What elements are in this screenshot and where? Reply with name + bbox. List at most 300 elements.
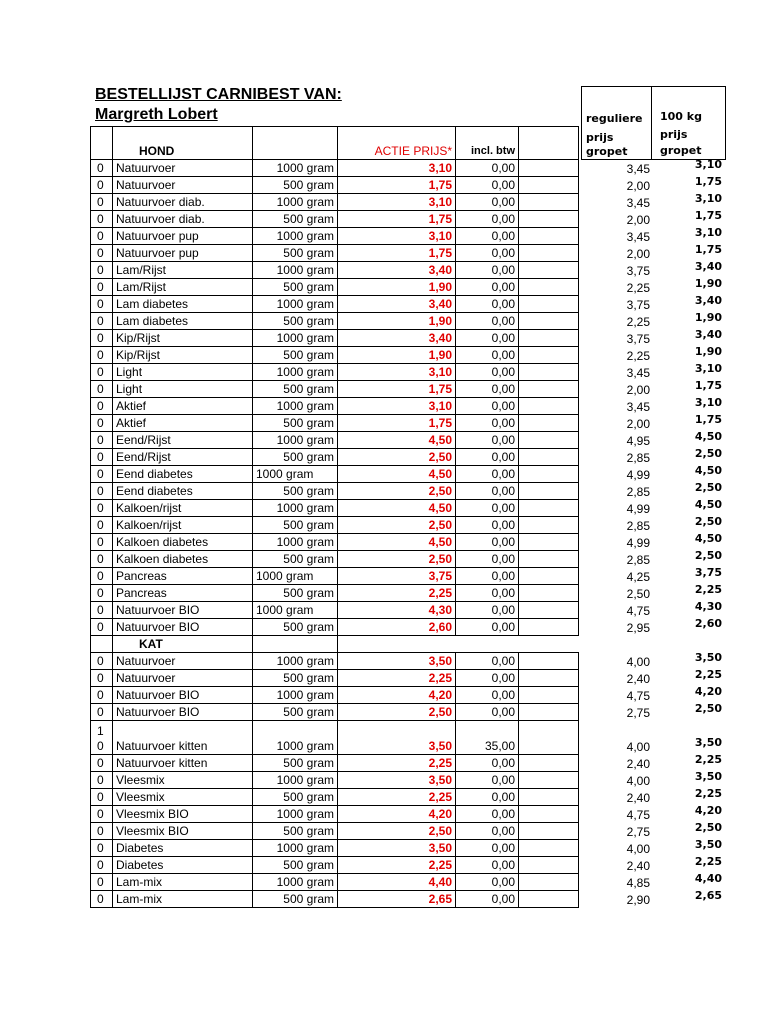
empty-cell [519,874,579,891]
actie-prijs: 2,25 [338,585,456,602]
actie-prijs: 2,25 [338,755,456,772]
qty-cell: 0 [91,296,113,313]
product-name: Natuurvoer pup [113,245,253,262]
table-row [91,721,579,755]
regular-price: 2,25 [626,314,650,329]
actie-prijs: 4,50 [338,534,456,551]
regular-price: 2,40 [626,790,650,805]
table-row [91,704,579,721]
actie-prijs: 4,30 [338,602,456,619]
incl-btw-value: 0,00 [456,347,519,364]
actie-prijs: 1,90 [338,313,456,330]
actie-prijs: 3,50 [338,840,456,857]
regular-price: 4,75 [626,603,650,618]
product-name: Natuurvoer [113,670,253,687]
group-price: 2,50 [694,514,722,528]
package-size: 1000 gram [253,874,338,891]
package-size: 500 gram [253,619,338,636]
qty-cell: 0 [91,177,113,194]
package-size: 1000 gram [253,432,338,449]
actie-prijs: 1,75 [338,381,456,398]
package-size: 500 gram [253,823,338,840]
group-price: 1,90 [694,276,722,290]
regular-price: 2,40 [626,858,650,873]
empty-cell [519,789,579,806]
table-row [91,330,579,347]
package-size: 500 gram [253,670,338,687]
empty-cell [519,466,579,483]
table-row [91,347,579,364]
product-name: Natuurvoer BIO [113,704,253,721]
actie-prijs: 3,40 [338,296,456,313]
group-price: 4,20 [694,684,722,698]
table-row [91,398,579,415]
empty-cell [519,585,579,602]
group-price: 2,60 [694,616,722,630]
empty-cell [519,568,579,585]
incl-btw-value: 0,00 [456,568,519,585]
group-price: 3,50 [694,735,722,749]
empty-cell [519,381,579,398]
group-price: 3,40 [694,293,722,307]
product-name: Aktief [113,415,253,432]
actie-prijs: 1,75 [338,211,456,228]
incl-btw-value: 0,00 [456,602,519,619]
table-row [91,670,579,687]
incl-btw-value: 0,00 [456,670,519,687]
empty-cell [519,449,579,466]
package-size: 1000 gram [253,160,338,177]
package-size: 1000 gram [253,806,338,823]
empty-cell [519,160,579,177]
package-size: 1000 gram [253,602,338,619]
group-price: 1,75 [694,208,722,222]
product-name: Natuurvoer [113,177,253,194]
product-name: Eend/Rijst [113,449,253,466]
qty-cell: 0 [91,160,113,177]
group-price: 4,40 [694,871,722,885]
table-row [91,466,579,483]
product-name: Aktief [113,398,253,415]
regular-price: 2,00 [626,212,650,227]
incl-btw-value: 0,00 [456,704,519,721]
actie-prijs: 4,50 [338,500,456,517]
product-name: Lam diabetes [113,313,253,330]
qty-cell: 0 [91,619,113,636]
qty-cell: 0 [91,483,113,500]
table-row [91,857,579,874]
package-size: 500 gram [253,517,338,534]
actie-prijs: 4,50 [338,466,456,483]
incl-btw-value: 0,00 [456,398,519,415]
qty-cell: 0 [91,534,113,551]
regular-price: 4,00 [626,654,650,669]
actie-prijs: 2,50 [338,551,456,568]
product-name: Natuurvoer diab. [113,194,253,211]
regular-price: 4,00 [626,739,650,754]
group-price: 4,50 [694,429,722,443]
incl-btw-value: 0,00 [456,466,519,483]
table-row [91,585,579,602]
regular-price: 2,25 [626,348,650,363]
customer-name: Margreth Lobert [95,106,218,123]
package-size: 500 gram [253,211,338,228]
actie-prijs: 2,50 [338,449,456,466]
regular-price: 2,50 [626,586,650,601]
package-size: 500 gram [253,177,338,194]
group-price: 3,10 [694,225,722,239]
group-price: 2,25 [694,582,722,596]
actie-prijs: 3,10 [338,194,456,211]
header-empty-cell [519,127,579,160]
qty-cell: 0 [91,228,113,245]
package-size: 1000 gram [253,687,338,704]
qty-cell: 0 [91,279,113,296]
group-price: 2,65 [694,888,722,902]
incl-btw-value: 0,00 [456,585,519,602]
package-size: 500 gram [253,857,338,874]
regular-price: 3,45 [626,399,650,414]
empty-cell [519,364,579,381]
group-price: 2,25 [694,786,722,800]
group-price: 2,25 [694,667,722,681]
package-size: 1000 gram [253,330,338,347]
actie-prijs: 4,40 [338,874,456,891]
product-name: Lam-mix [113,891,253,908]
actie-prijs: 2,25 [338,670,456,687]
qty-cell: 0 [91,432,113,449]
qty-cell: 0 [91,500,113,517]
empty-cell [519,772,579,789]
group-price: 1,75 [694,174,722,188]
product-name: Kalkoen diabetes [113,551,253,568]
product-name: Kip/Rijst [113,330,253,347]
group-price: 4,50 [694,463,722,477]
qty-cell: 0 [91,347,113,364]
header-size-cell [253,127,338,160]
table-row [91,245,579,262]
table-row [91,874,579,891]
table-row [91,500,579,517]
table-row [91,296,579,313]
product-name: Natuurvoer [113,653,253,670]
incl-btw-value: 0,00 [456,296,519,313]
actie-prijs: 2,50 [338,823,456,840]
incl-btw-value: 0,00 [456,432,519,449]
package-size: 500 gram [253,483,338,500]
empty-cell [519,670,579,687]
qty-cell: 0 [91,602,113,619]
actie-prijs: 3,75 [338,568,456,585]
incl-btw-value: 35,00 [456,721,519,755]
empty-cell [519,806,579,823]
group-price: 4,50 [694,531,722,545]
product-name: Vleesmix BIO [113,823,253,840]
group-price: 3,40 [694,327,722,341]
product-name: Vleesmix [113,772,253,789]
empty-cell [519,840,579,857]
qty-line-1: 1 [97,724,104,738]
incl-btw-value: 0,00 [456,857,519,874]
section-qty-cell [91,636,113,653]
table-row [91,415,579,432]
table-header-row [91,127,579,160]
empty-cell [519,177,579,194]
table-row [91,806,579,823]
section-blank [338,636,579,653]
package-size: 500 gram [253,449,338,466]
package-size: 1000 gram [253,228,338,245]
product-name: Eend diabetes [113,483,253,500]
actie-prijs: 3,10 [338,160,456,177]
section-row-kat [91,636,579,653]
regular-price: 2,85 [626,450,650,465]
package-size: 500 gram [253,704,338,721]
regular-price: 4,00 [626,773,650,788]
incl-btw-value: 0,00 [456,160,519,177]
actie-prijs: 3,40 [338,330,456,347]
product-name: Natuurvoer kitten [113,721,253,755]
regular-price: 3,45 [626,365,650,380]
qty-cell: 0 [91,840,113,857]
package-size: 1000 gram [253,772,338,789]
product-name: Lam diabetes [113,296,253,313]
qty-cell: 0 [91,211,113,228]
table-row [91,568,579,585]
package-size: 1000 gram [253,653,338,670]
regular-price: 2,00 [626,382,650,397]
group-price: 1,75 [694,378,722,392]
actie-prijs: 3,10 [338,364,456,381]
regular-price: 2,40 [626,756,650,771]
regular-price: 4,75 [626,688,650,703]
table-row [91,517,579,534]
empty-cell [519,721,579,755]
package-size: 500 gram [253,551,338,568]
regular-price: 2,85 [626,552,650,567]
actie-prijs: 2,50 [338,704,456,721]
product-name: Kalkoen/rijst [113,517,253,534]
package-size: 500 gram [253,347,338,364]
package-size: 1000 gram [253,500,338,517]
incl-btw-value: 0,00 [456,211,519,228]
qty-cell: 0 [91,585,113,602]
regular-price: 2,85 [626,484,650,499]
group-price: 3,50 [694,650,722,664]
qty-cell: 0 [91,330,113,347]
group-price: 1,75 [694,412,722,426]
incl-btw-value: 0,00 [456,313,519,330]
empty-cell [519,500,579,517]
incl-btw-value: 0,00 [456,330,519,347]
table-row [91,432,579,449]
header-actie-prijs: ACTIE PRIJS* [338,127,456,160]
package-size: 1000 gram [253,262,338,279]
regular-price: 2,85 [626,518,650,533]
regular-price-label-2: prijs [586,131,614,144]
group-price: 2,50 [694,548,722,562]
table-row [91,891,579,908]
actie-prijs: 1,90 [338,347,456,364]
actie-prijs: 2,65 [338,891,456,908]
group-price: 3,50 [694,837,722,851]
section-kat: KAT [113,636,253,653]
actie-prijs: 2,25 [338,789,456,806]
incl-btw-value: 0,00 [456,806,519,823]
header-divider [651,87,652,159]
empty-cell [519,755,579,772]
actie-prijs: 4,20 [338,687,456,704]
empty-cell [519,619,579,636]
empty-cell [519,347,579,364]
empty-cell [519,245,579,262]
incl-btw-value: 0,00 [456,364,519,381]
actie-prijs: 2,50 [338,483,456,500]
regular-price: 3,45 [626,195,650,210]
table-row [91,772,579,789]
product-name: Light [113,381,253,398]
incl-btw-value: 0,00 [456,534,519,551]
qty-cell: 0 [91,364,113,381]
regular-price: 2,40 [626,671,650,686]
empty-cell [519,330,579,347]
group-price: 2,50 [694,820,722,834]
table-row [91,551,579,568]
table-row [91,381,579,398]
product-name: Kip/Rijst [113,347,253,364]
qty-cell: 0 [91,789,113,806]
incl-btw-value: 0,00 [456,789,519,806]
incl-btw-value: 0,00 [456,840,519,857]
header-incl-btw: incl. btw [456,127,519,160]
package-size: 1000 gram [253,534,338,551]
empty-cell [519,415,579,432]
group-price: 3,10 [694,395,722,409]
group-price: 2,50 [694,480,722,494]
product-name: Kalkoen/rijst [113,500,253,517]
qty-cell: 0 [91,857,113,874]
qty-cell: 0 [91,551,113,568]
regular-price: 4,99 [626,467,650,482]
actie-prijs: 2,60 [338,619,456,636]
regular-price: 2,00 [626,246,650,261]
product-name: Pancreas [113,585,253,602]
empty-cell [519,704,579,721]
actie-prijs: 3,40 [338,262,456,279]
product-name: Kalkoen diabetes [113,534,253,551]
qty-cell: 0 [91,245,113,262]
empty-cell [519,687,579,704]
regular-price: 4,95 [626,433,650,448]
qty-cell: 0 [91,466,113,483]
group-price: 4,50 [694,497,722,511]
group-price: 2,25 [694,854,722,868]
actie-prijs: 3,50 [338,721,456,755]
empty-cell [519,228,579,245]
group-price: 3,10 [694,361,722,375]
incl-btw-value: 0,00 [456,772,519,789]
package-size: 500 gram [253,585,338,602]
regular-price: 3,45 [626,229,650,244]
table-row [91,483,579,500]
qty-cell: 0 [91,772,113,789]
product-name: Natuurvoer BIO [113,602,253,619]
table-row [91,364,579,381]
regular-price: 2,25 [626,280,650,295]
empty-cell [519,432,579,449]
package-size: 500 gram [253,381,338,398]
product-name: Natuurvoer kitten [113,755,253,772]
table-row [91,211,579,228]
qty-cell: 0 [91,194,113,211]
qty-cell: 0 [91,755,113,772]
table-row [91,228,579,245]
package-size: 500 gram [253,755,338,772]
incl-btw-value: 0,00 [456,177,519,194]
qty-line-2: 0 [97,739,104,753]
table-row [91,687,579,704]
package-size: 500 gram [253,415,338,432]
actie-prijs: 3,10 [338,228,456,245]
product-name: Natuurvoer BIO [113,687,253,704]
regular-price: 4,25 [626,569,650,584]
regular-price: 4,99 [626,535,650,550]
incl-btw-value: 0,00 [456,194,519,211]
group-price: 1,90 [694,310,722,324]
table-row [91,160,579,177]
regular-price: 2,75 [626,824,650,839]
qty-cell: 0 [91,415,113,432]
regular-price-label-1: reguliere [586,112,643,125]
qty-cell: 0 [91,517,113,534]
empty-cell [519,653,579,670]
qty-cell: 0 [91,891,113,908]
incl-btw-value: 0,00 [456,551,519,568]
incl-btw-value: 0,00 [456,279,519,296]
actie-prijs: 1,75 [338,177,456,194]
package-size: 1000 gram [253,296,338,313]
qty-cell: 0 [91,398,113,415]
actie-prijs: 1,75 [338,245,456,262]
product-name: Natuurvoer BIO [113,619,253,636]
group-price: 3,75 [694,565,722,579]
empty-cell [519,857,579,874]
regular-price: 2,95 [626,620,650,635]
product-name: Eend/Rijst [113,432,253,449]
table-row [91,313,579,330]
qty-cell: 0 [91,381,113,398]
table-row [91,619,579,636]
incl-btw-value: 0,00 [456,262,519,279]
package-size: 1000 gram [253,840,338,857]
order-table [90,126,579,908]
product-name: Light [113,364,253,381]
incl-btw-value: 0,00 [456,500,519,517]
product-name: Eend diabetes [113,466,253,483]
group-price: 3,40 [694,259,722,273]
regular-price: 4,85 [626,875,650,890]
page-title: BESTELLIJST CARNIBEST VAN: [95,86,342,103]
qty-cell: 0 [91,823,113,840]
empty-cell [519,398,579,415]
actie-prijs: 4,20 [338,806,456,823]
section-empty-cell [253,636,338,653]
group-price: 3,50 [694,769,722,783]
actie-prijs: 1,90 [338,279,456,296]
regular-price: 4,99 [626,501,650,516]
header-qty-cell [91,127,113,160]
package-size: 1000 gram [253,194,338,211]
